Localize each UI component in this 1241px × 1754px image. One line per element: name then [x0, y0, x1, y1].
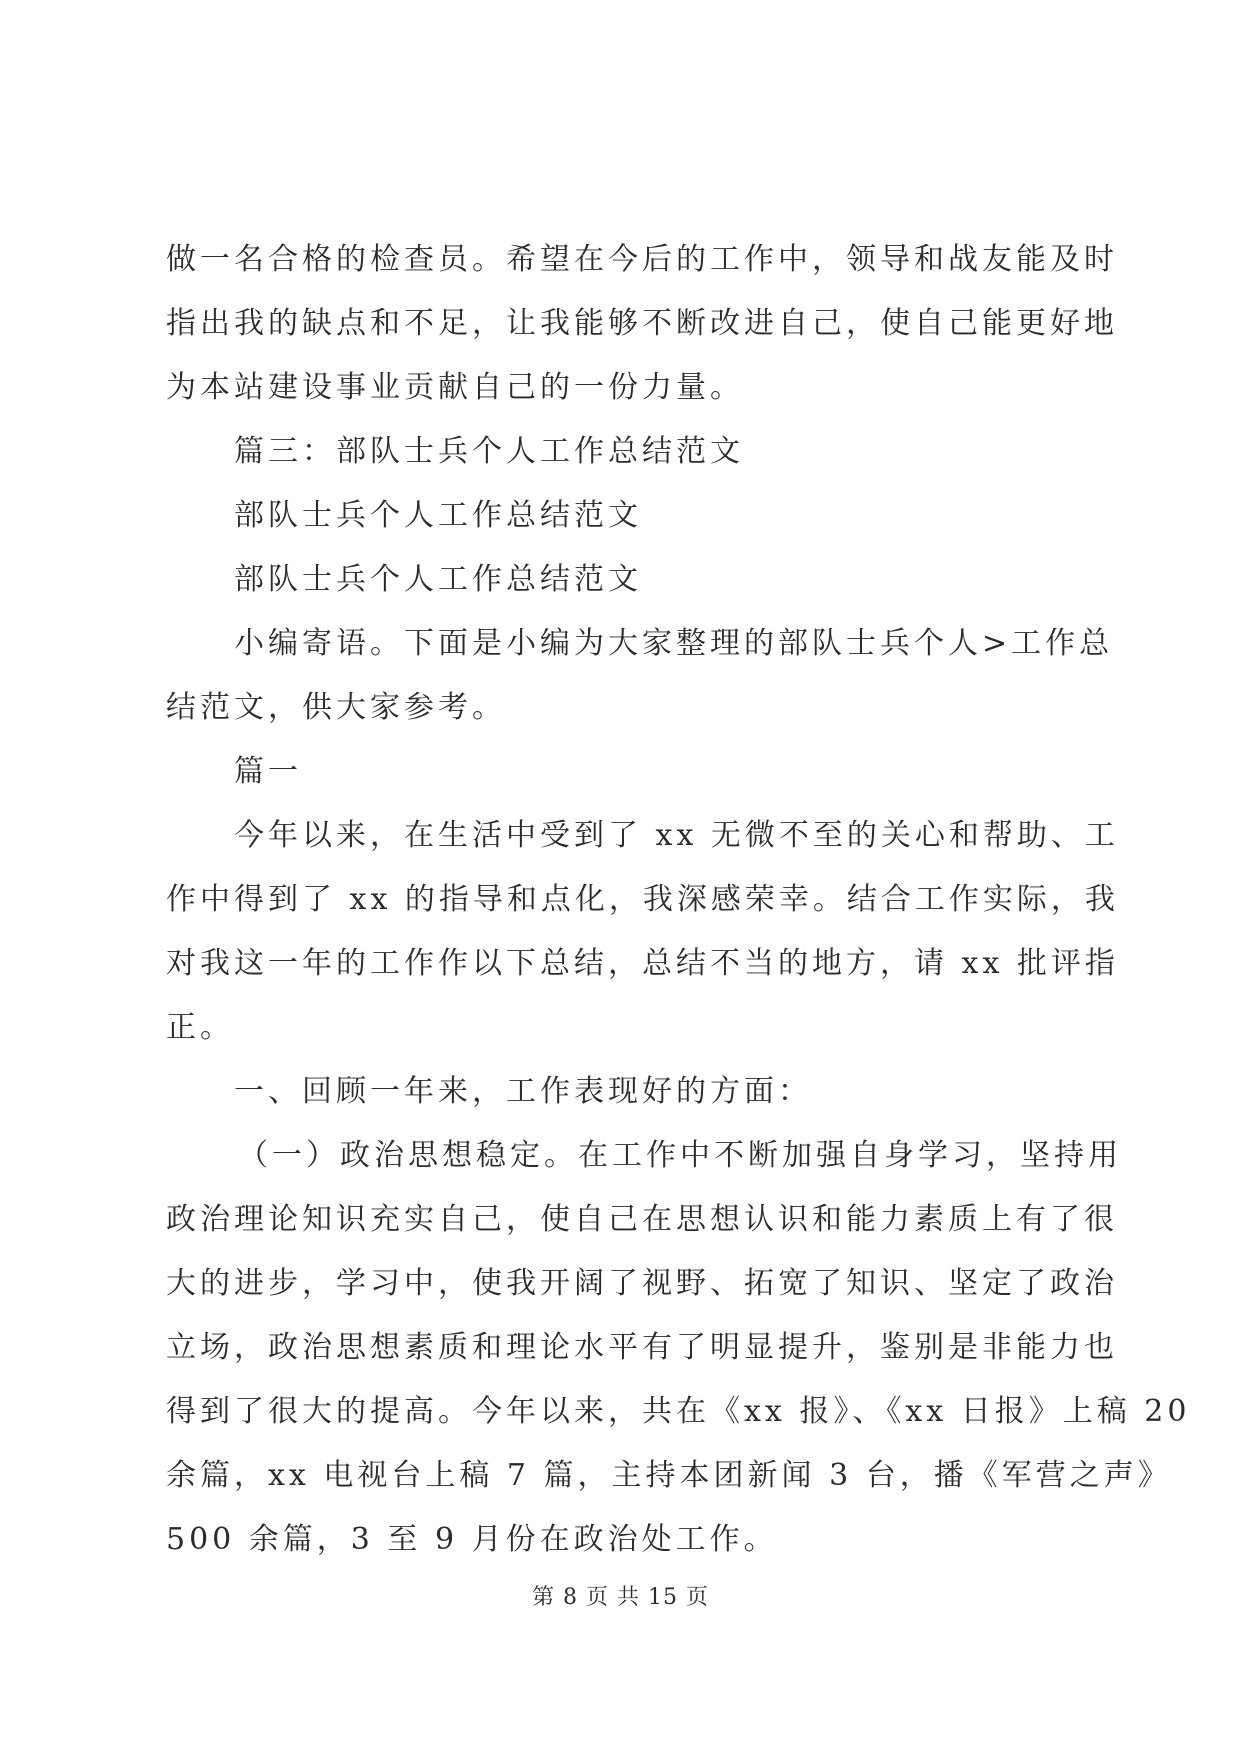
body-line: 对我这一年的工作作以下总结，总结不当的地方，请 xx 批评指 [166, 946, 1119, 981]
body-line: 作中得到了 xx 的指导和点化，我深感荣幸。结合工作实际，我 [166, 882, 1119, 917]
body-line: 指出我的缺点和不足，让我能够不断改进自己，使自己能更好地 [166, 306, 1118, 341]
body-line: 为本站建设事业贡献自己的一份力量。 [166, 370, 744, 405]
subsection-heading: 篇一 [234, 754, 302, 789]
body-line: 立场，政治思想素质和理论水平有了明显提升，鉴别是非能力也 [166, 1330, 1118, 1365]
body-line: 结范文，供大家参考。 [166, 690, 506, 725]
body-line: （一）政治思想稳定。在工作中不断加强自身学习，坚持用 [238, 1138, 1122, 1173]
article-title: 部队士兵个人工作总结范文 [234, 562, 642, 597]
body-line: 今年以来，在生活中受到了 xx 无微不至的关心和帮助、工 [234, 818, 1119, 853]
list-heading: 一、回顾一年来，工作表现好的方面： [234, 1074, 812, 1109]
article-title: 部队士兵个人工作总结范文 [234, 498, 642, 533]
body-line: 余篇，xx 电视台上稿 7 篇，主持本团新闻 3 台，播《军营之声》 [166, 1458, 1172, 1493]
body-line: 500 余篇，3 至 9 月份在政治处工作。 [166, 1522, 778, 1557]
body-line: 正。 [166, 1010, 234, 1045]
page-number-footer: 第 8 页 共 15 页 [532, 1585, 709, 1610]
body-line: 做一名合格的检查员。希望在今后的工作中，领导和战友能及时 [166, 242, 1118, 277]
body-line: 大的进步，学习中，使我开阔了视野、拓宽了知识、坚定了政治 [166, 1266, 1118, 1301]
body-line: 得到了很大的提高。今年以来，共在《xx 报》、《xx 日报》上稿 20 [166, 1394, 1191, 1429]
document-body [166, 228, 1191, 1572]
body-line: 小编寄语。下面是小编为大家整理的部队士兵个人>工作总 [234, 626, 1114, 661]
section-heading: 篇三：部队士兵个人工作总结范文 [234, 434, 744, 469]
body-line: 政治理论知识充实自己，使自己在思想认识和能力素质上有了很 [166, 1202, 1118, 1237]
